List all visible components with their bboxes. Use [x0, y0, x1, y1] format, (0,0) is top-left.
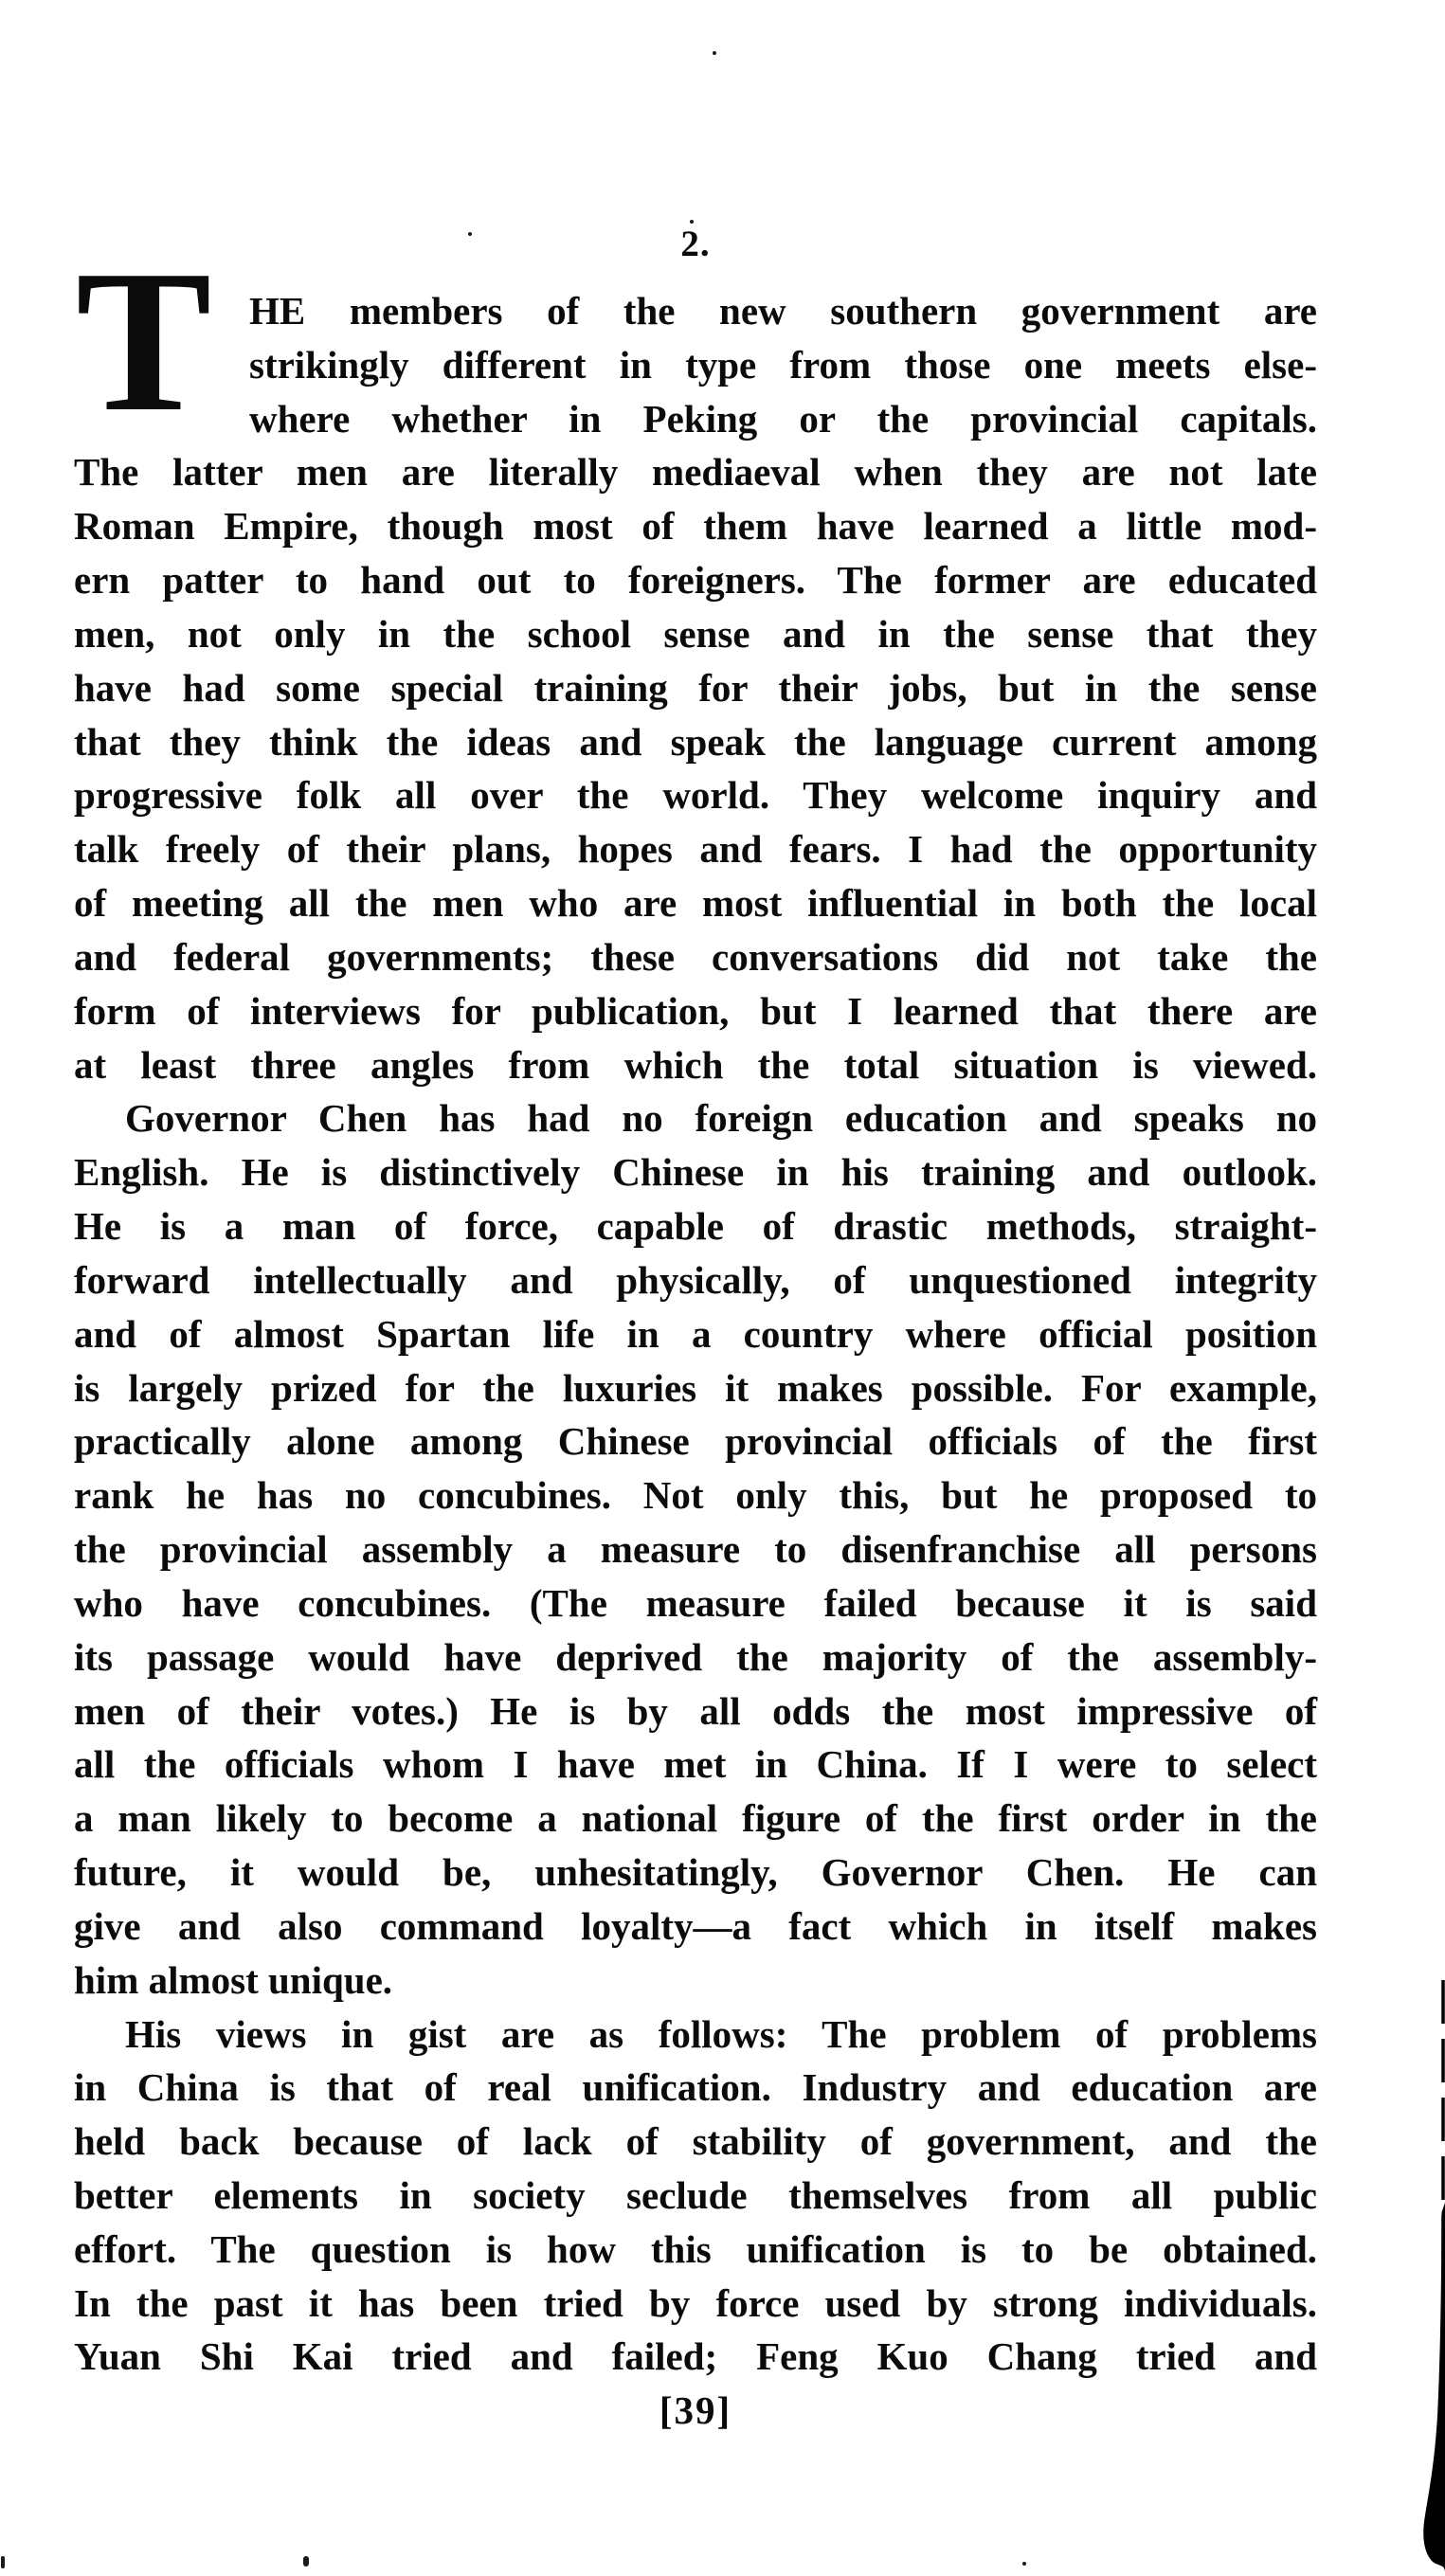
page-number: [39] [659, 2388, 732, 2433]
text-line: ern patter to hand out to foreigners. The former are educated [74, 558, 1317, 603]
text-line: of meeting all the men who are most influential in both the local [74, 881, 1317, 926]
text-line: English. He is distinctively Chinese in his training and outlook. [74, 1150, 1317, 1195]
text-line: In the past it has been tried by force used by strong individuals. [74, 2280, 1317, 2325]
text-line: men, not only in the school sense and in the sense that they [74, 611, 1317, 656]
text-line: rank he has no concubines. Not only this, but he proposed to [74, 1473, 1317, 1518]
text-line: a man likely to become a national figure of the first order in the [74, 1796, 1317, 1841]
body-text [74, 227, 1317, 2384]
text-line: Governor Chen has had no foreign education and speaks no [125, 1096, 1317, 1141]
text-line: the provincial assembly a measure to disenfranchise all persons [74, 1527, 1317, 1572]
text-line: have had some special training for their jobs, but in the sense [74, 665, 1317, 710]
text-line: all the officials whom I have met in China. If I were to select [74, 1742, 1317, 1787]
text-line: and of almost Spartan life in a country where official position [74, 1311, 1317, 1356]
text-line: effort. The question is how this unification is to be obtained. [74, 2226, 1317, 2271]
text-column [74, 224, 1317, 2438]
scan-speck [713, 51, 716, 55]
scan-speck [303, 2556, 309, 2567]
text-line: where whether in Peking or the provincial capitals. [249, 396, 1317, 441]
text-line: and federal governments; these conversations did not take the [74, 934, 1317, 979]
drop-cap: T [76, 227, 212, 454]
paragraph [74, 2008, 1317, 2385]
text-line: him almost unique. [74, 1957, 393, 2002]
scan-speck [690, 220, 694, 224]
text-line: Roman Empire, though most of them have learned a little mod- [74, 504, 1317, 549]
text-line: progressive folk all over the world. They welcome inquiry and [74, 773, 1317, 818]
text-line: is largely prized for the luxuries it makes possible. For example, [74, 1365, 1317, 1410]
text-line: held back because of lack of stability of government, and the [74, 2119, 1317, 2164]
text-line: The latter men are literally mediaeval when they are not late [74, 450, 1317, 495]
text-line: future, it would be, unhesitatingly, Governor Chen. He can [74, 1850, 1317, 1895]
text-line: talk freely of their plans, hopes and fears. I had the opportunity [74, 827, 1317, 872]
text-line: Yuan Shi Kai tried and failed; Feng Kuo Chang tried and [74, 2334, 1317, 2379]
text-line: practically alone among Chinese provincial officials of the first [74, 1419, 1317, 1464]
text-line: His views in gist are as follows: The problem of problems [125, 2011, 1317, 2056]
scan-speck [1, 2556, 5, 2568]
text-line: better elements in society seclude themselves from all public [74, 2172, 1317, 2217]
scan-speck [1022, 2562, 1026, 2566]
text-line: HE members of the new southern government are [249, 289, 1317, 333]
scan-speck [468, 232, 472, 236]
text-line: in China is that of real unification. Industry and education are [74, 2065, 1317, 2110]
scan-edge-shadow [1417, 1980, 1445, 2572]
text-line: strikingly different in type from those one meets else- [249, 342, 1317, 387]
text-line: He is a man of force, capable of drastic methods, straight- [74, 1204, 1317, 1249]
text-line: that they think the ideas and speak the language current among [74, 719, 1317, 764]
paragraph [74, 227, 1317, 1091]
text-line: forward intellectually and physically, of unquestioned integrity [74, 1257, 1317, 1302]
text-line: form of interviews for publication, but I learned that there are [74, 988, 1317, 1033]
text-line: men of their votes.) He is by all odds the most impressive of [74, 1688, 1317, 1733]
text-line: give and also command loyalty—a fact which in itself makes [74, 1903, 1317, 1948]
text-line: who have concubines. (The measure failed because it is said [74, 1580, 1317, 1625]
text-line: its passage would have deprived the majority of the assembly- [74, 1634, 1317, 1679]
paragraph [74, 1091, 1317, 2007]
text-line: at least three angles from which the total situation is viewed. [74, 1042, 1317, 1087]
section-number: 2. [680, 224, 711, 264]
